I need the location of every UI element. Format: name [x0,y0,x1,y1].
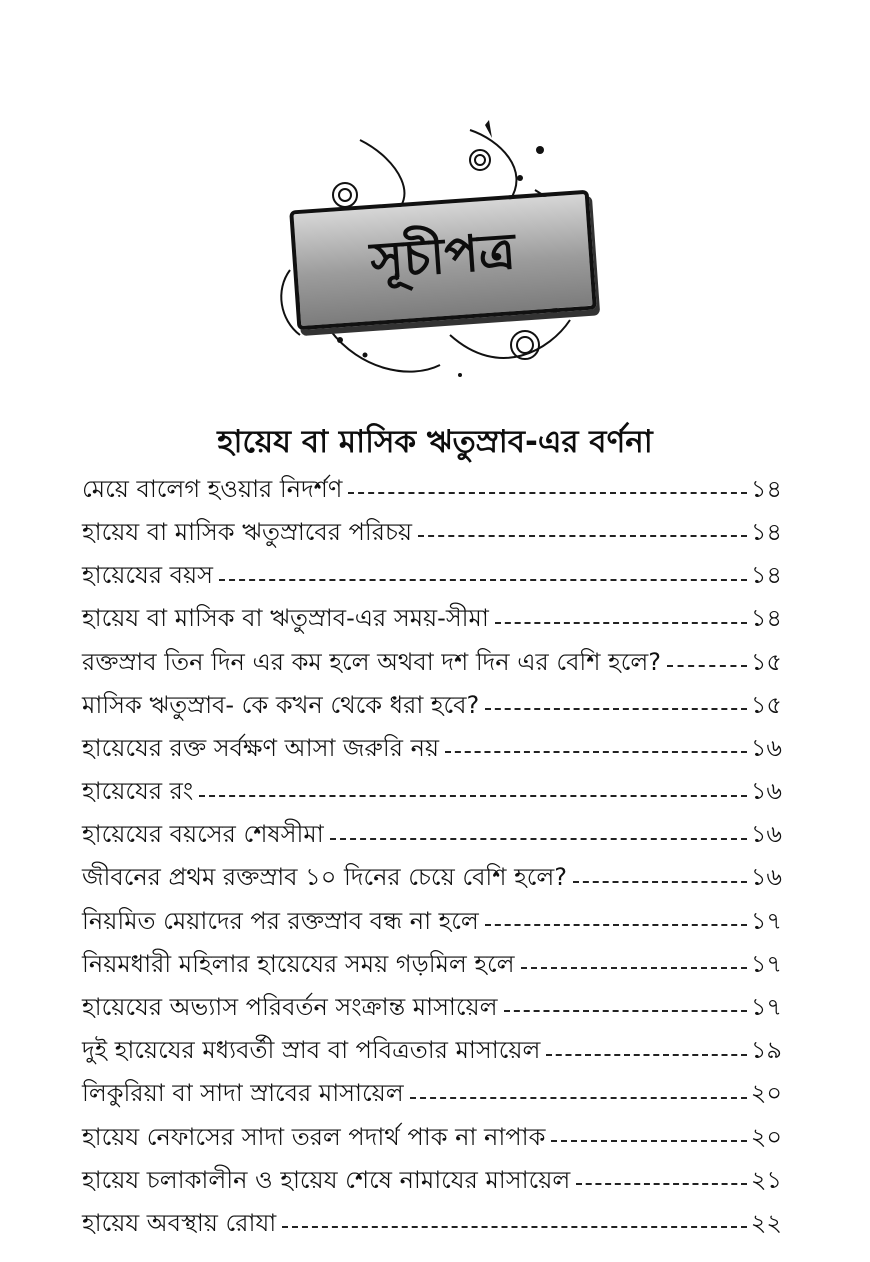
toc-entry [82,848,782,891]
toc-entry-page: ১৪ [750,561,782,590]
toc-entry-page: ১৫ [750,647,782,676]
table-of-contents [82,459,782,1236]
toc-entry-title: মেয়ে বালেগ হওয়ার নিদর্শণ [82,474,343,503]
toc-entry-title: হায়েয বা মাসিক বা ঋতুস্রাব-এর সময়-সীমা [82,604,489,633]
toc-leader-dashes [485,708,747,710]
toc-entry-title: দুই হায়েযের মধ্যবর্তী স্রাব বা পবিত্রতার মাসায়েল [82,1036,541,1065]
toc-entry [82,934,782,977]
toc-entry-page: ২১ [750,1165,782,1194]
toc-leader-dashes [546,1054,746,1056]
toc-entry-page: ১৬ [750,820,782,849]
toc-leader-dashes [445,751,747,753]
toc-entry-page: ১৫ [750,690,782,719]
toc-entry-title: জীবনের প্রথম রক্তস্রাব ১০ দিনের চেয়ে বেশি হলে? [82,863,568,892]
toc-entry-page: ১৬ [750,777,782,806]
toc-leader-dashes [219,579,747,581]
toc-leader-dashes [485,924,747,926]
toc-entry-title: লিকুরিয়া বা সাদা স্রাবের মাসায়েল [82,1079,404,1108]
toc-entry [82,761,782,804]
toc-leader-dashes [410,1097,747,1099]
toc-entry-title: হায়েয নেফাসের সাদা তরল পদার্থ পাক না নাপাক [82,1122,546,1151]
toc-entry [82,459,782,502]
toc-entry [82,1150,782,1193]
toc-entry-page: ১৭ [750,993,782,1022]
toc-entry [82,718,782,761]
toc-entry-title: হায়েযের বয়সের শেষসীমা [82,820,324,849]
toc-entry [82,1020,782,1063]
toc-leader-dashes [573,881,747,883]
toc-leader-dashes [330,838,747,840]
toc-entry-title: হায়েযের রক্ত সর্বক্ষণ আসা জরুরি নয় [82,733,440,762]
toc-entry [82,675,782,718]
toc-leader-dashes [495,622,747,624]
toc-leader-dashes [282,1226,747,1228]
toc-entry-title: হায়েয চলাকালীন ও হায়েয শেষে নামাযের মাসায়েল [82,1165,571,1194]
toc-entry-page: ১৪ [750,604,782,633]
toc-entry-title: হায়েযের বয়স [82,561,213,590]
toc-entry [82,805,782,848]
toc-entry [82,1107,782,1150]
toc-entry-title: হায়েযের রং [82,777,194,806]
toc-leader-dashes [199,795,747,797]
toc-entry-title: হায়েয অবস্থায় রোযা [82,1208,277,1237]
toc-entry-page: ২২ [750,1208,782,1237]
toc-entry-title: হায়েয বা মাসিক ঋতুস্রাবের পরিচয় [82,517,413,546]
toc-entry-page: ১৬ [750,863,782,892]
title-banner [289,190,597,331]
toc-entry [82,1193,782,1236]
toc-leader-dashes [418,535,747,537]
toc-entry-page: ১৪ [750,517,782,546]
toc-entry-page: ২০ [750,1079,782,1108]
toc-entry-title: মাসিক ঋতুস্রাব- কে কখন থেকে ধরা হবে? [82,690,480,719]
toc-leader-dashes [667,665,747,667]
toc-leader-dashes [504,1010,747,1012]
toc-entry [82,977,782,1020]
toc-leader-dashes [521,967,747,969]
toc-entry-title: নিয়মিত মেয়াদের পর রক্তস্রাব বন্ধ না হলে [82,906,479,935]
toc-entry-page: ১৭ [750,949,782,978]
toc-entry [82,589,782,632]
toc-entry-title: রক্তস্রাব তিন দিন এর কম হলে অথবা দশ দিন এর বেশি হলে? [82,647,661,676]
toc-entry [82,502,782,545]
toc-entry [82,632,782,675]
toc-entry-page: ১৭ [750,906,782,935]
toc-entry-page: ১৯ [750,1036,782,1065]
toc-entry [82,545,782,588]
toc-entry-title: হায়েযের অভ্যাস পরিবর্তন সংক্রান্ত মাসায়েল [82,993,498,1022]
toc-leader-dashes [576,1183,747,1185]
toc-entry [82,1064,782,1107]
toc-entry [82,891,782,934]
toc-leader-dashes [348,492,746,494]
page-title: সূচীপত্র [368,221,518,290]
section-heading: হায়েয বা মাসিক ঋতুস্রাব-এর বর্ণনা [217,424,653,460]
toc-entry-title: নিয়মধারী মহিলার হায়েযের সময় গড়মিল হলে [82,949,515,978]
toc-entry-page: ১৪ [750,474,782,503]
toc-entry-page: ২০ [750,1122,782,1151]
toc-leader-dashes [551,1140,746,1142]
toc-entry-page: ১৬ [750,733,782,762]
